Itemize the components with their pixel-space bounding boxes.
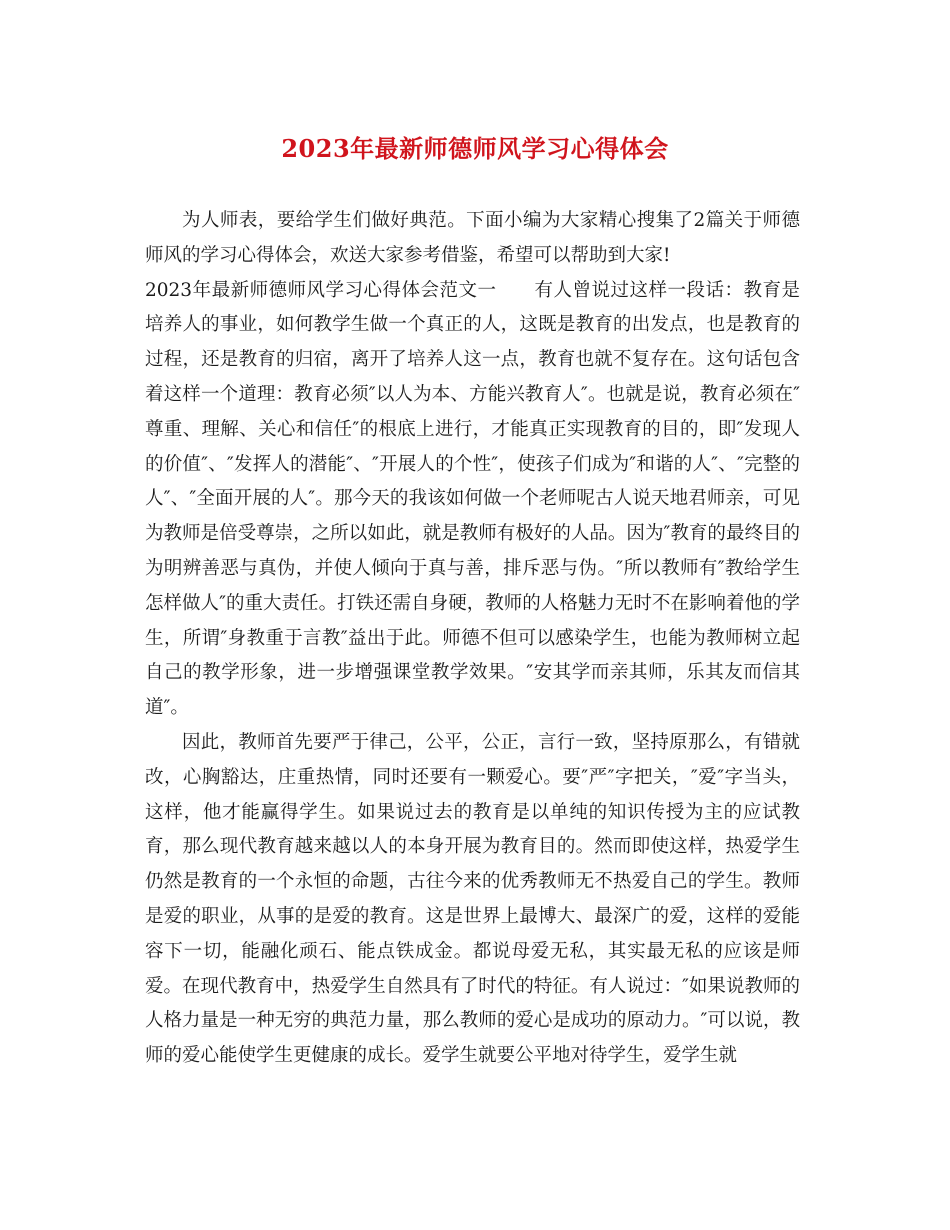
section-gap <box>497 280 535 301</box>
document-title: 2023年最新师德师风学习心得体会 <box>281 134 669 163</box>
section-body-text: 有人曾说过这样一段话：教育是培养人的事业，如何教学生做一个真正的人，这既是教育的出发点，也是教育的过程，还是教育的归宿，离开了培养人这一点，教育也就不复存在。这句话包含着这样一个道理：教育必须″以人为本、方能兴教育人″。也就是说，教育必须在″尊重、理解、关心和信任″的根底上进行，才能真正实现教育的目的，即″发现人的价值″、″发挥人的潜能″、″开展人的个性″，使孩子们成为″和谐的人″、″完整的人″、″全面开展的人″。那今天的我该如何做一个老师呢古人说天地君师亲，可见为教师是倍受尊崇，之所以如此，就是教师有极好的人品。因为″教育的最终目的为明辨善恶与真伪，并使人倾向于真与善，排斥恶与伪。″所以教师有″教给学生怎样做人″的重大责任。打铁还需自身硬，教师的人格魅力无时不在影响着他的学生，所谓″身教重于言教″益出于此。师德不但可以感染学生，也能为教师树立起自己的教学形象，进一步增强课堂教学效果。″安其学而亲其师，乐其友而信其道″。 <box>145 279 800 719</box>
body-paragraph-2: 因此，教师首先要严于律己，公平，公正，言行一致，坚持原那么，有错就改，心胸豁达，庄重热情，同时还要有一颗爱心。要″严″字把关，″爱″字当头，这样，他才能赢得学生。如果说过去的教育是以单纯的知识传授为主的应试教育，那么现代教育越来越以人的本身开展为教育目的。然而即使这样，热爱学生仍然是教育的一个永恒的命题，古往今来的优秀教师无不热爱自己的学生。教师是爱的职业，从事的是爱的教育。这是世界上最博大、最深广的爱，这样的爱能容下一切，能融化顽石、能点铁成金。都说母爱无私，其实最无私的应该是师爱。在现代教育中，热爱学生自然具有了时代的特征。有人说过：″如果说教师的人格力量是一种无穷的典范力量，那么教师的爱心是成功的原动力。″可以说，教师的爱心能使学生更健康的成长。爱学生就要公平地对待学生，爱学生就 <box>145 731 800 1067</box>
section-paragraph <box>145 274 800 726</box>
intro-paragraph: 为人师表，要给学生们做好典范。下面小编为大家精心搜集了2篇关于师德师风的学习心得体会，欢送大家参考借鉴，希望可以帮助到大家! <box>145 210 800 266</box>
document-body <box>145 204 800 1074</box>
section-heading: 2023年最新师德师风学习心得体会范文一 <box>145 279 497 301</box>
